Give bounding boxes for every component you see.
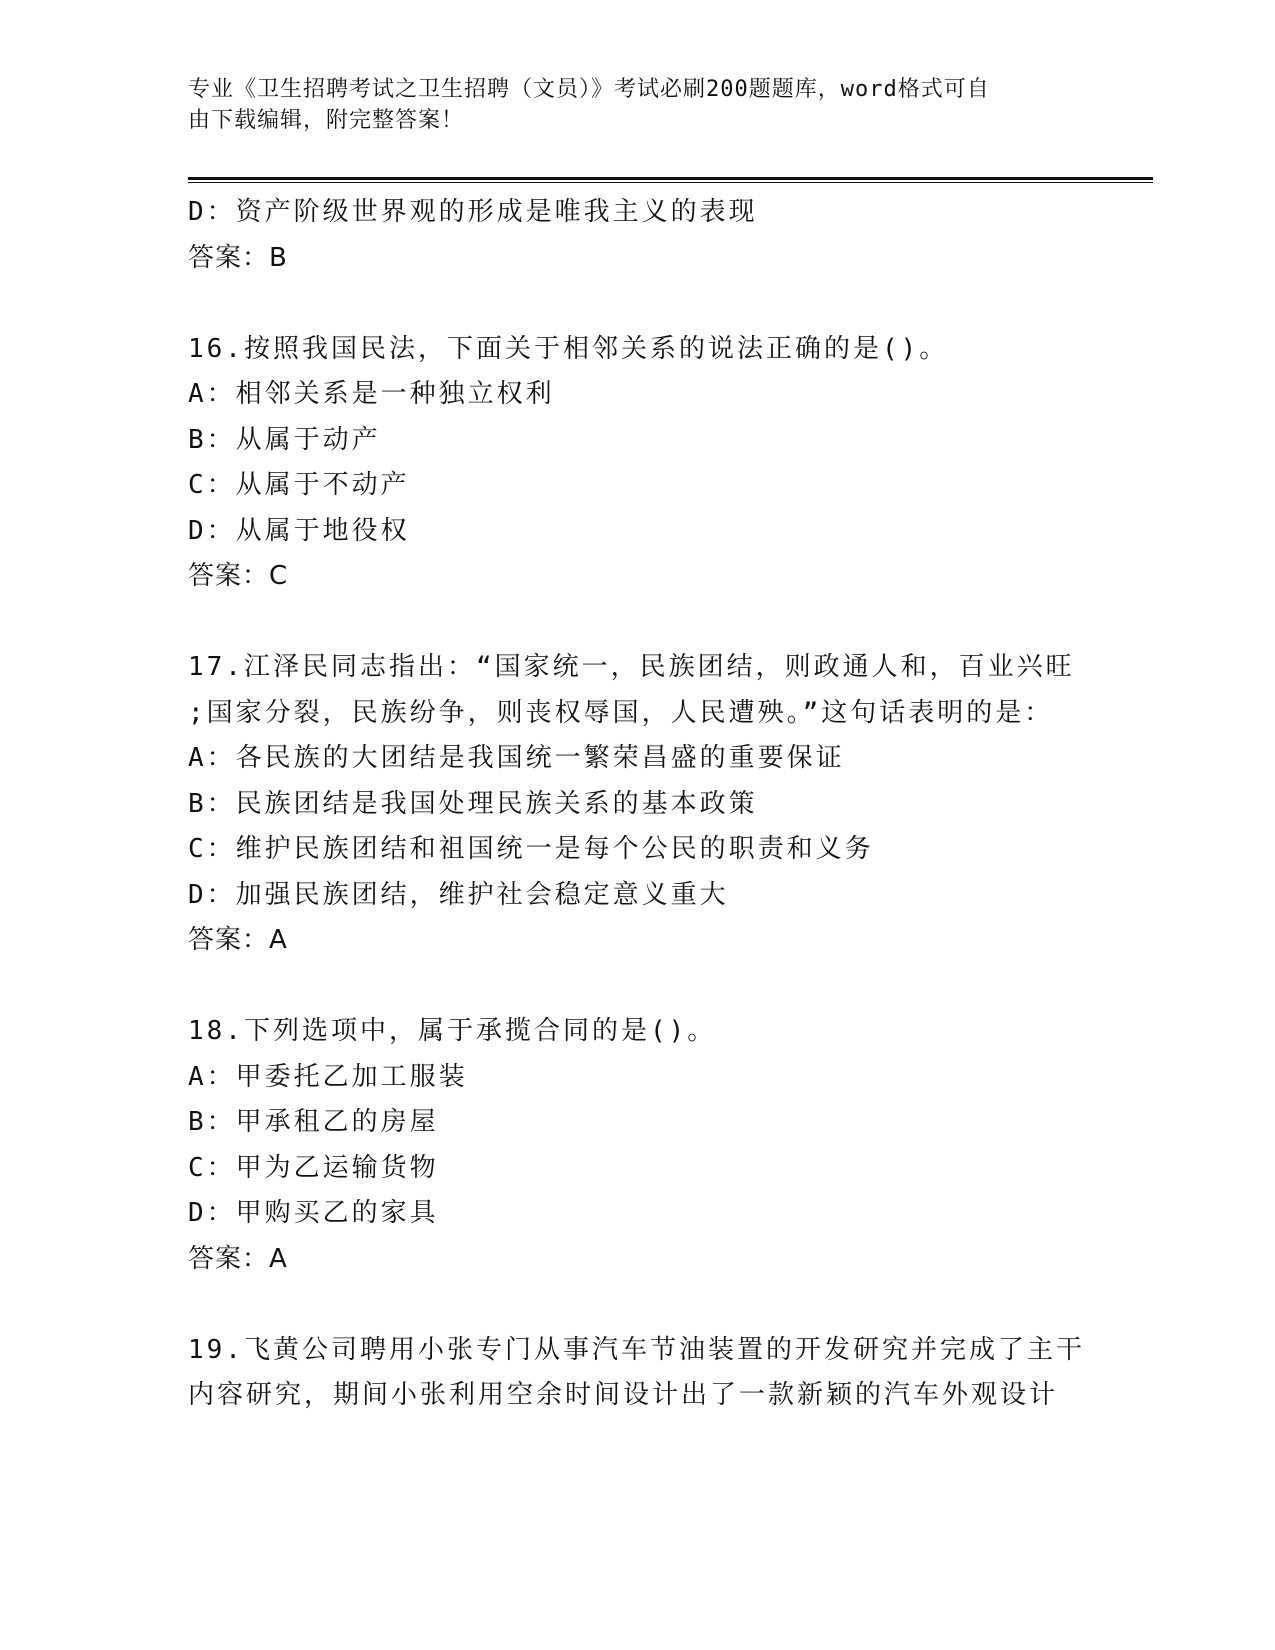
question-17 [188,645,1088,964]
q16-option-c: C：从属于不动产 [188,470,410,500]
q18-option-d: D：甲购买乙的家具 [188,1198,439,1228]
spacer [188,1282,1088,1328]
q18-option-a: A：甲委托乙加工服装 [188,1061,468,1092]
question-16 [188,327,1088,600]
q16-option-d: D：从属于地役权 [188,515,410,546]
document-header [188,74,1068,136]
q19-question-line-2: 内容研究，期间小张利用空余时间设计出了一款新颖的汽车外观设计 [188,1380,1059,1410]
spacer [188,600,1088,646]
q18-question: 18.下列选项中，属于承揽合同的是()。 [188,1016,717,1046]
q16-answer: 答案：C [188,561,289,591]
document-body [188,190,1088,1419]
q17-option-b: B：民族团结是我国处理民族关系的基本政策 [188,788,758,819]
q18-option-b: B：甲承租乙的房屋 [188,1107,439,1137]
q17-answer: 答案：A [188,925,288,955]
question-18 [188,1009,1088,1282]
q19-question-line-1: 19.飞黄公司聘用小张专门从事汽车节油装置的开发研究并完成了主干 [188,1334,1085,1365]
q18-option-c: C：甲为乙运输货物 [188,1152,439,1183]
spacer [188,964,1088,1010]
q16-option-a: A：相邻关系是一种独立权利 [188,379,555,409]
header-line-2: 由下载编辑，附完整答案！ [188,108,465,133]
q18-answer: 答案：A [188,1243,288,1274]
q17-option-a: A：各民族的大团结是我国统一繁荣昌盛的重要保证 [188,743,845,773]
q16-question: 16.按照我国民法，下面关于相邻关系的说法正确的是()。 [188,333,949,364]
q16-option-b: B：从属于动产 [188,424,381,455]
q15-answer: 答案：B [188,242,288,273]
header-divider [188,177,1153,183]
q15-option-d: D：资产阶级世界观的形成是唯我主义的表现 [188,197,758,227]
header-line-1: 专业《卫生招聘考试之卫生招聘（文员）》考试必刷200题题库，word格式可自 [188,77,990,102]
q17-option-c: C：维护民族团结和祖国统一是每个公民的职责和义务 [188,834,874,864]
spacer [188,281,1088,327]
question-19 [188,1328,1088,1419]
question-15-fragment [188,190,1088,281]
q17-option-d: D：加强民族团结，维护社会稳定意义重大 [188,879,729,910]
q17-question-line-2: ;国家分裂，民族纷争，则丧权辱国，人民遭殃。”这句话表明的是： [188,697,1054,728]
q17-question-line-1: 17.江泽民同志指出：“国家统一，民族团结，则政通人和，百业兴旺 [188,652,1075,682]
